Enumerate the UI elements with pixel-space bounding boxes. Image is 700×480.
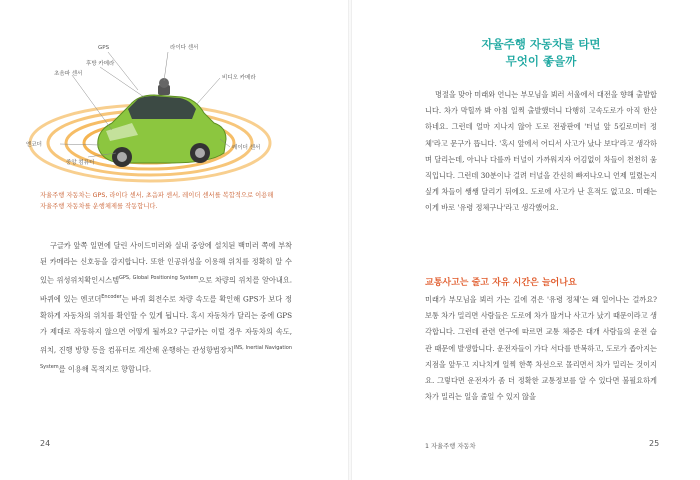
page-number-right: 25 [649,439,660,448]
chapter-title-line1: 자율주행 자동차를 타면 [481,37,601,51]
book-gutter [348,0,352,480]
page-number-left: 24 [40,439,51,448]
chapter-title [425,36,657,70]
figure-caption: 자율주행 자동차는 GPS, 라이다 센서, 초음파 센서, 레이더 센서를 복합적으로 이용해 자율주행 자동차를 운행체제를 작동합니다. [40,192,274,210]
section-heading: 교통사고는 줄고 자유 시간은 늘어나요 [425,278,577,288]
central-computer-label: 중앙 컴퓨터 [66,160,95,166]
green-car [98,78,226,167]
self-driving-car-illustration [20,35,300,185]
lidar-sensor-label: 라이다 센서 [170,45,199,51]
encoder-footnote: Encoder [101,294,122,300]
right-paragraph-1: 명절을 맞아 미래와 언니는 부모님을 뵈러 서울에서 대전을 향해 출발합니다. 차가 막힐까 봐 아침 일찍 출발했더니 다행히 고속도로가 아직 한산하네요. 그런데 얼마 지나지 않아 도로 전광판에 '터널 앞 5킬로미터 정체'라고 문구가 뜹니다. '혹시 앞에서 어디서 사고가 났나 보다'라고 생각하며 달리는데, 아니나 다를까 터널이 가까워지자 어김없이 차들이 천천히 움직입니다. 그런데 30분이나 걸려 터널을 간신히 빠져나오니 언제 밀렸는지 싶게 차들이 쌩쌩 달리기 뒤에요. 도로에 사고가 난 흔적도 없고요. 미래는 이게 바로 '유령 정체구나'라고 생각했어요. [425,90,657,213]
video-camera-label: 비디오 카메라 [222,75,256,81]
left-text-part-c: 는 바퀴 회전수로 차량 속도를 확인해 GPS가 보다 정확하게 자동차의 위치를 확인할 수 있게 됩니다. 혹시 자동차가 달리는 중에 GPS가 제대로 작동하지 않으면 어떻게 될까요? 구글카는 이럴 경우 자동차의 속도, 위치, 진행 방향 등을 컴퓨터로 계산해 운행하는 관성항법장치 [40,294,292,355]
radar-sensor-label: 레이더 센서 [232,145,261,151]
encoder-label: 엔코더 [26,142,42,148]
right-body-text-2 [425,292,657,405]
chapter-title-line2: 무엇이 좋을까 [505,54,577,68]
left-text-part-a: 구글카 앞쪽 일면에 달린 사이드미러와 실내 중앙에 설치된 백미러 쪽에 부착된 카메라는 신호등을 감지합니다. 또한 인공위성을 이용해 위치를 정확히 알 수 있는 위성위치확인시스템 [40,241,292,285]
running-head: 1 자율주행 자동차 [425,443,476,450]
ultrasonic-sensor-label: 초음파 센서 [54,71,83,77]
rear-camera-label: 후방 카메라 [86,61,115,67]
right-page [350,0,700,480]
left-text-part-b: 으로 차량의 위치를 알아내요. 바퀴에 있는 엔코더 [40,275,292,304]
gps-footnote: GPS, Global Positioning System [119,275,199,282]
gps-label: GPS [98,45,110,51]
right-paragraph-2: 미래가 부모님을 뵈러 가는 길에 겪은 '유령 정체'는 왜 일어나는 걸까요? 보통 차가 밀리면 사람들은 도로에 차가 많거나 사고가 났기 때문이라고 생각합니다. 그런데 관련 연구에 따르면 교통 체증은 대개 사람들의 운전 습관 때문에 발생합니다. 운전자들이 가다 서다를 반복하고, 도로가 좁아지는 지점을 앞두고 지나치게 일찍 한쪽 차선으로 몰리면서 차가 밀리는 것이지요. 그렇다면 운전자가 좀 더 정확한 교통정보를 알 수 있다면 불필요하게 차가 밀리는 일을 줄일 수 있지 않을 [425,295,657,402]
left-text-part-d: 를 이용해 목적지로 향합니다. [58,363,152,373]
right-body-text-1 [425,87,657,217]
ins-footnote: INS, Inertial Navigation System [40,345,293,370]
left-body-text [40,238,292,377]
left-paragraph [40,238,292,377]
